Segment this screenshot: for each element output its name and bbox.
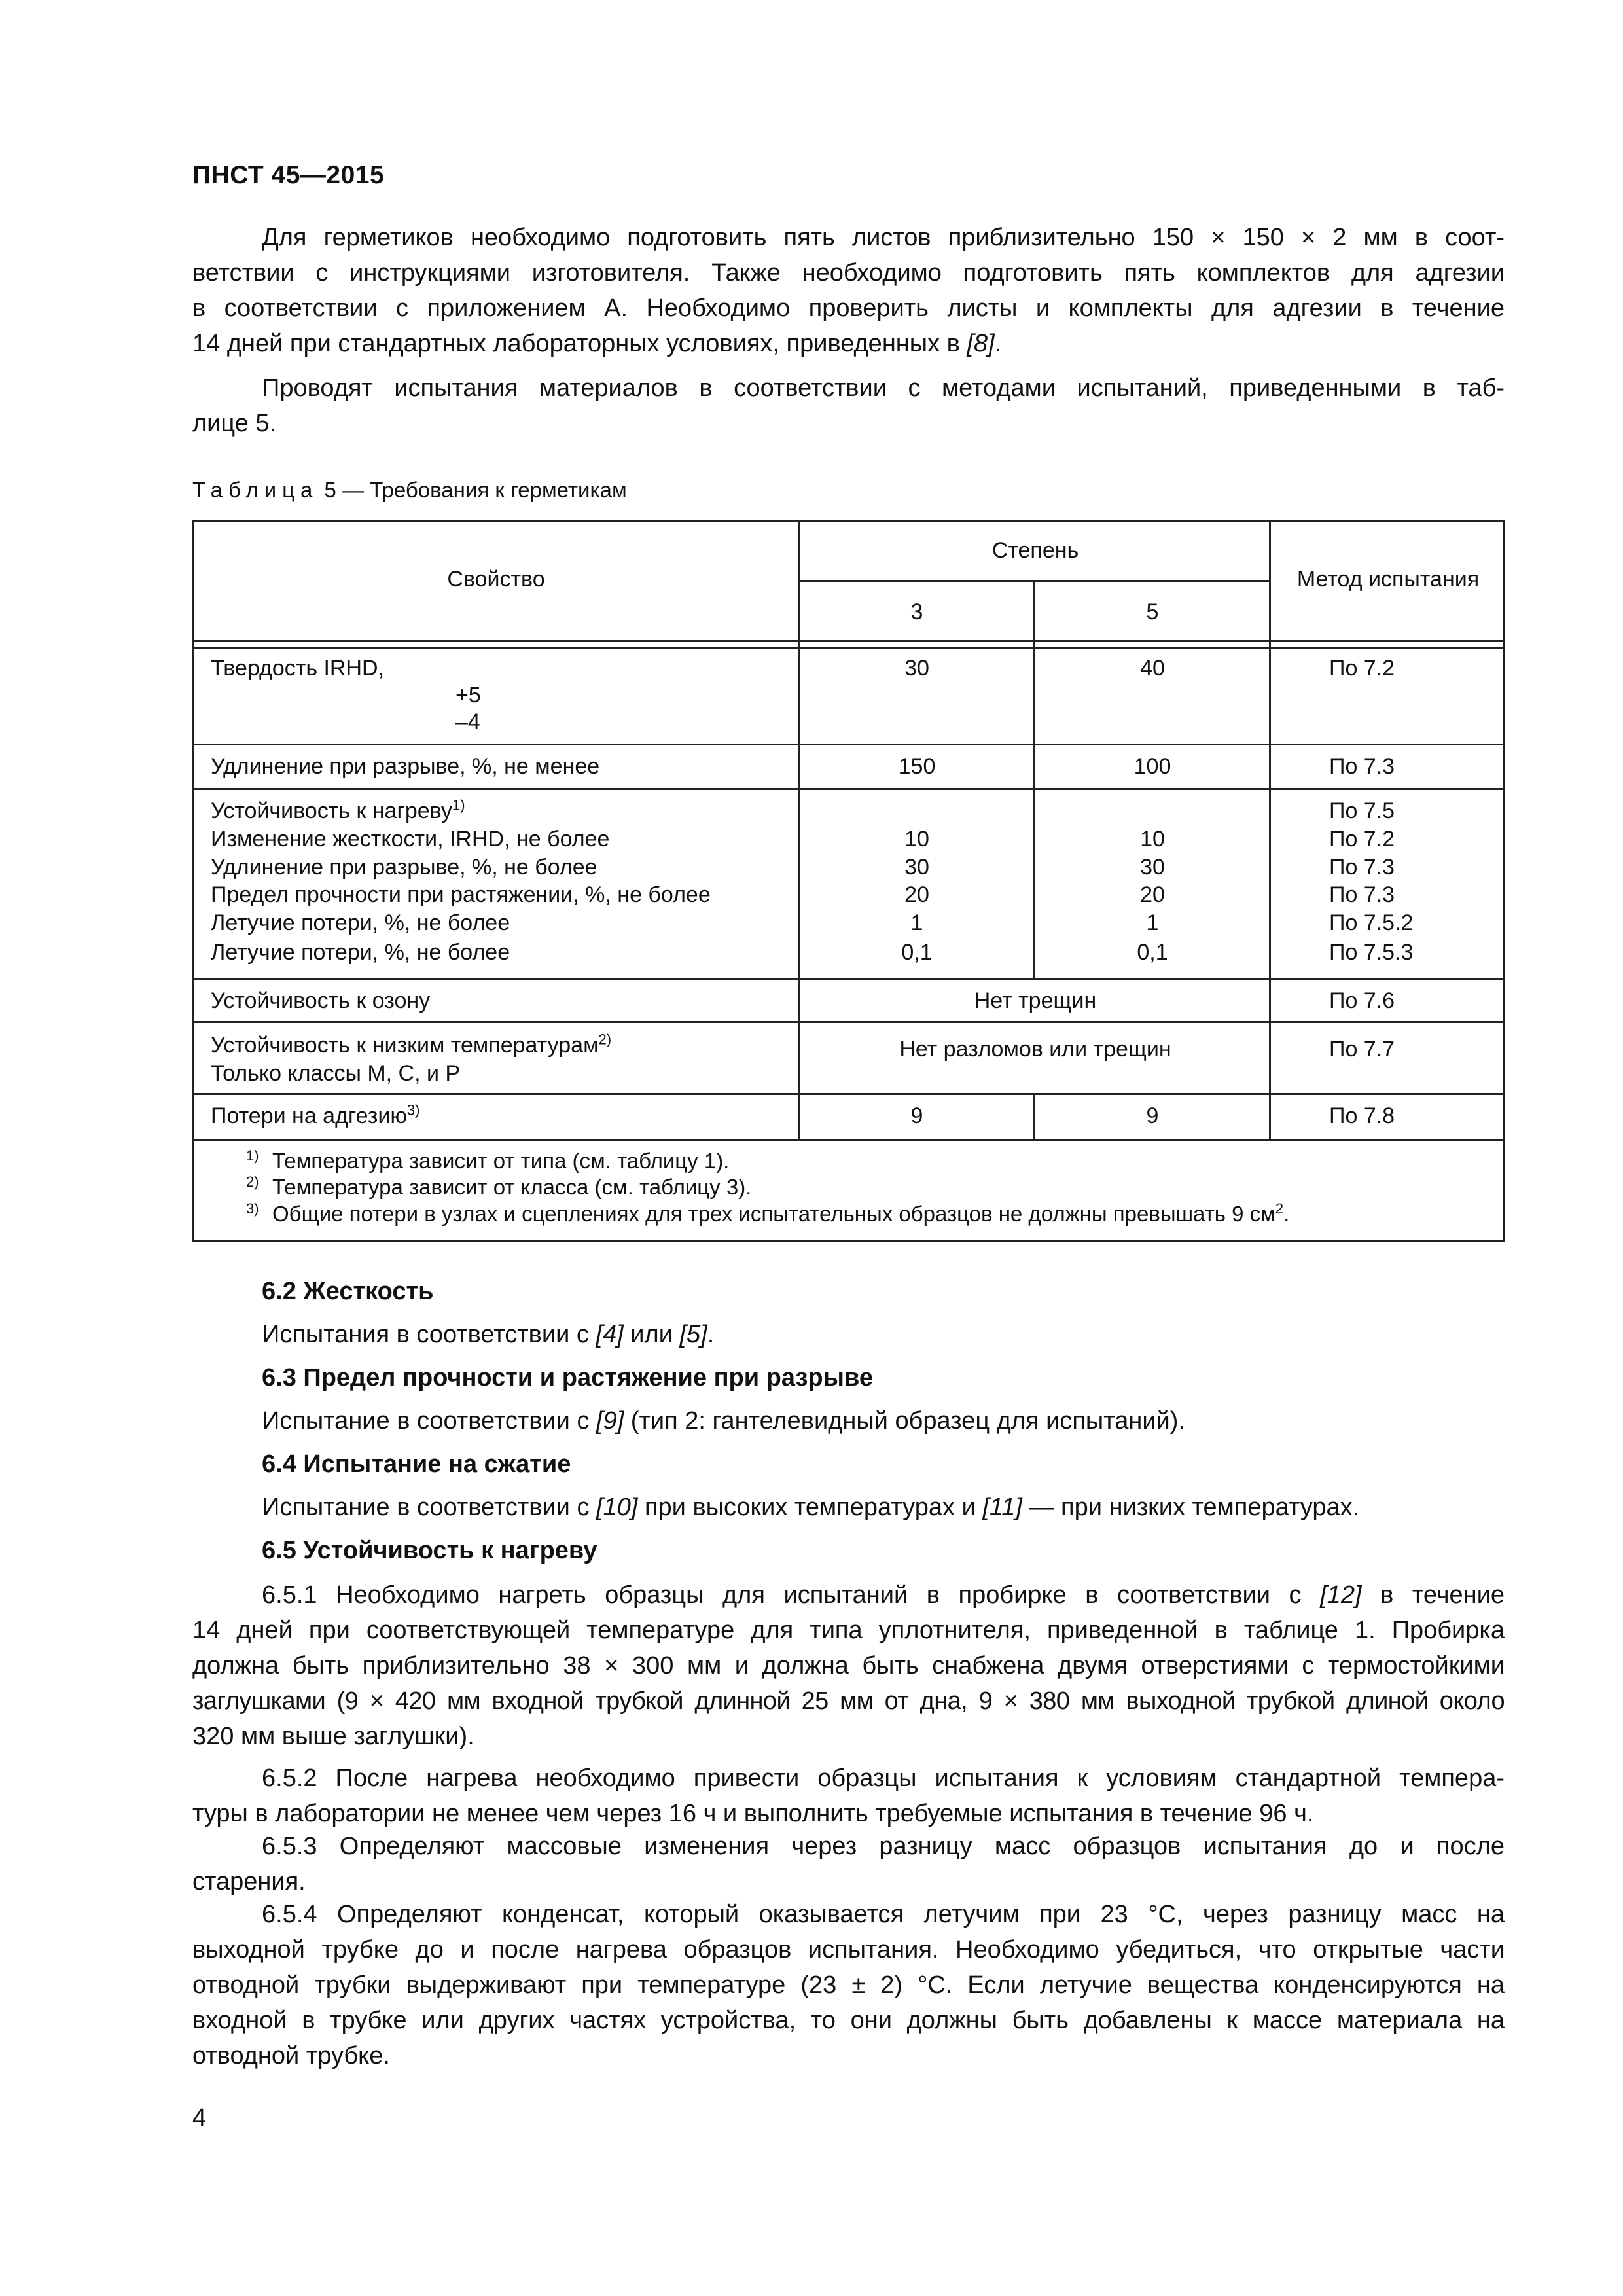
text-line: 320 мм выше заглушки).: [192, 1723, 474, 1750]
section-text-6-3: Испытание в соответствии с [9] (тип 2: гантелевидный образец для испытаний).: [262, 1407, 1185, 1435]
adhesion-grade-5: 9: [1146, 1103, 1159, 1128]
requirements-table: [192, 520, 1505, 1242]
reference-link: [5]: [679, 1321, 707, 1348]
reference-link: [10]: [596, 1494, 638, 1521]
text-line: заглушками (9 × 420 мм входной трубкой длинной 25 мм от дна, 9 × 380 мм выходной трубкой длиной около: [192, 1687, 1505, 1715]
hardness-grade-3: 30: [904, 656, 929, 681]
reference-link: [9]: [596, 1407, 624, 1435]
text-line: Проводят испытания материалов в соответствии с методами испытаний, приведенными в таб-: [262, 374, 1505, 402]
text-line: 14 дней при стандартных лабораторных условиях, приведенных в [8].: [192, 330, 1002, 357]
heat-row-grade-5: 1: [1146, 910, 1159, 935]
hardness-method: По 7.2: [1329, 656, 1395, 681]
text-line: 14 дней при соответствующей температуре для типа уплотнителя, приведенной в таблице 1. Пробирка: [192, 1617, 1505, 1644]
section-heading-6-3: 6.3 Предел прочности и растяжение при разрыве: [262, 1364, 874, 1391]
text-line: отводной трубки выдерживают при температуре (23 ± 2) °С. Если летучие вещества конденсируются на: [192, 1971, 1505, 1999]
hardness-tolerance-plus: +5: [455, 683, 481, 708]
row-low-temp-classes: Только классы М, С, и Р: [211, 1061, 461, 1086]
ozone-value: Нет трещин: [974, 988, 1097, 1013]
section-heading-6-2: 6.2 Жесткость: [262, 1278, 434, 1305]
section-text-6-4: Испытание в соответствии с [10] при высоких температурах и [11] — при низких температурах.: [262, 1494, 1360, 1521]
text-line: отводной трубке.: [192, 2042, 390, 2070]
paragraph-6-5-2: [192, 1761, 1505, 1831]
table-footnote: 2) Температура зависит от класса (см. таблицу 3).: [246, 1174, 752, 1199]
adhesion-grade-3: 9: [910, 1103, 923, 1128]
section-text-6-2: Испытания в соответствии с [4] или [5].: [262, 1321, 715, 1348]
text-line: должна быть приблизительно 38 × 300 мм и должна быть снабжена двумя отверстиями с термостойкими: [192, 1652, 1505, 1679]
header-grade-5: 5: [1146, 600, 1159, 624]
heat-row-label: Изменение жесткости, IRHD, не более: [211, 827, 610, 852]
text-line: 6.5.2 После нагрева необходимо привести образцы испытания к условиям стандартной темпера-: [262, 1765, 1505, 1792]
table-caption: [192, 478, 627, 503]
text-line: 6.5.3 Определяют массовые изменения через разницу масс образцов испытания до и после: [262, 1833, 1505, 1860]
heat-row-grade-5: 10: [1140, 827, 1165, 852]
reference-link: [8]: [967, 330, 995, 357]
section-heading-6-5: 6.5 Устойчивость к нагреву: [262, 1537, 597, 1564]
header-grade: Степень: [991, 538, 1079, 563]
text-line: старения.: [192, 1868, 306, 1895]
adhesion-method: По 7.8: [1329, 1103, 1395, 1128]
heat-row-method: По 7.3: [1329, 855, 1395, 880]
row-elongation-label: Удлинение при разрыве, %, не менее: [211, 754, 600, 779]
text-line: 6.5.1 Необходимо нагреть образцы для испытаний в пробирке в соответствии с [12] в течение: [262, 1581, 1505, 1609]
heat-row-method: По 7.2: [1329, 827, 1395, 852]
paragraph-6-5-3: [192, 1829, 1505, 1899]
row-ozone-label: Устойчивость к озону: [211, 988, 431, 1013]
reference-link: [4]: [596, 1321, 624, 1348]
heat-row-grade-3: 0,1: [901, 940, 933, 965]
reference-link: [11]: [982, 1494, 1022, 1521]
elongation-grade-3: 150: [898, 754, 936, 779]
text-line: 6.5.4 Определяют конденсат, который оказывается летучим при 23 °С, через разницу масс на: [262, 1901, 1505, 1928]
heat-row-grade-5: 30: [1140, 855, 1165, 880]
intro-paragraph-1: [192, 220, 1505, 361]
footnote-ref: 2): [598, 1031, 612, 1048]
text-line: Для герметиков необходимо подготовить пять листов приблизительно 150 × 150 × 2 мм в соот-: [262, 224, 1505, 251]
heat-row-label: Летучие потери, %, не более: [211, 910, 510, 935]
text-line: туры в лаборатории не менее чем через 16 ч и выполнить требуемые испытания в течение 96 ч.: [192, 1800, 1314, 1827]
row-adhesion-label: Потери на адгезию$^{3)}$: [211, 1102, 420, 1128]
footnote-ref: 3): [406, 1102, 420, 1119]
ozone-method: По 7.6: [1329, 988, 1395, 1013]
page-number: 4: [192, 2104, 207, 2132]
heat-row-grade-3: 10: [904, 827, 929, 852]
table-footnote: 3) Общие потери в узлах и сцеплениях для трех испытательных образцов не должны превышать 9 $см^2$.: [246, 1200, 1290, 1226]
heat-method: По 7.5: [1329, 798, 1395, 823]
text-line: выходной трубке до и после нагрева образцов испытания. Необходимо убедиться, что открытые части: [192, 1936, 1505, 1964]
heat-row-method: По 7.3: [1329, 882, 1395, 907]
heat-row-grade-3: 1: [910, 910, 923, 935]
row-hardness-label: Твердость IRHD,: [211, 656, 385, 681]
heat-row-grade-5: 0,1: [1137, 940, 1168, 965]
text-line: ветствии с инструкциями изготовителя. Также необходимо подготовить пять комплектов для адгезии: [192, 259, 1505, 287]
heat-row-label: Предел прочности при растяжении, %, не более: [211, 882, 711, 907]
document-id: ПНСТ 45—2015: [192, 161, 385, 189]
section-heading-6-4: 6.4 Испытание на сжатие: [262, 1450, 571, 1478]
hardness-grade-5: 40: [1140, 656, 1165, 681]
low-temp-value: Нет разломов или трещин: [899, 1037, 1171, 1062]
elongation-method: По 7.3: [1329, 754, 1395, 779]
row-heat-title: Устойчивость к нагреву$^{1)}$: [211, 797, 465, 823]
header-grade-3: 3: [910, 600, 923, 624]
paragraph-6-5-1: [192, 1577, 1505, 1754]
heat-row-label: Удлинение при разрыве, %, не более: [211, 855, 597, 880]
header-property: Свойство: [447, 567, 545, 592]
table-footnote: 1) Температура зависит от типа (см. таблицу 1).: [246, 1147, 730, 1173]
text-line: лице 5.: [192, 410, 277, 437]
table-caption-title: 5 — Требования к герметикам: [318, 478, 627, 502]
text-line: входной в трубке или других частях устройства, то они должны быть добавлены к массе материала на: [192, 2007, 1505, 2034]
heat-row-method: По 7.5.3: [1329, 940, 1414, 965]
elongation-grade-5: 100: [1133, 754, 1171, 779]
text-line: в соответствии с приложением А. Необходимо проверить листы и комплекты для адгезии в течение: [192, 295, 1505, 322]
hardness-tolerance-minus: –4: [455, 709, 480, 734]
heat-row-method: По 7.5.2: [1329, 910, 1414, 935]
intro-paragraph-2: [192, 370, 1505, 441]
footnote-ref: 1): [452, 797, 465, 814]
heat-row-grade-3: 30: [904, 855, 929, 880]
heat-row-label: Летучие потери, %, не более: [211, 940, 510, 965]
low-temp-method: По 7.7: [1329, 1037, 1395, 1062]
reference-link: [12]: [1320, 1581, 1362, 1609]
paragraph-6-5-4: [192, 1897, 1505, 2073]
row-low-temp-label: Устойчивость к низким температурам$^{2)}$: [211, 1031, 612, 1058]
heat-row-grade-3: 20: [904, 882, 929, 907]
heat-row-grade-5: 20: [1140, 882, 1165, 907]
table-caption-label: Таблица: [192, 478, 319, 502]
header-method: Метод испытания: [1296, 567, 1480, 592]
